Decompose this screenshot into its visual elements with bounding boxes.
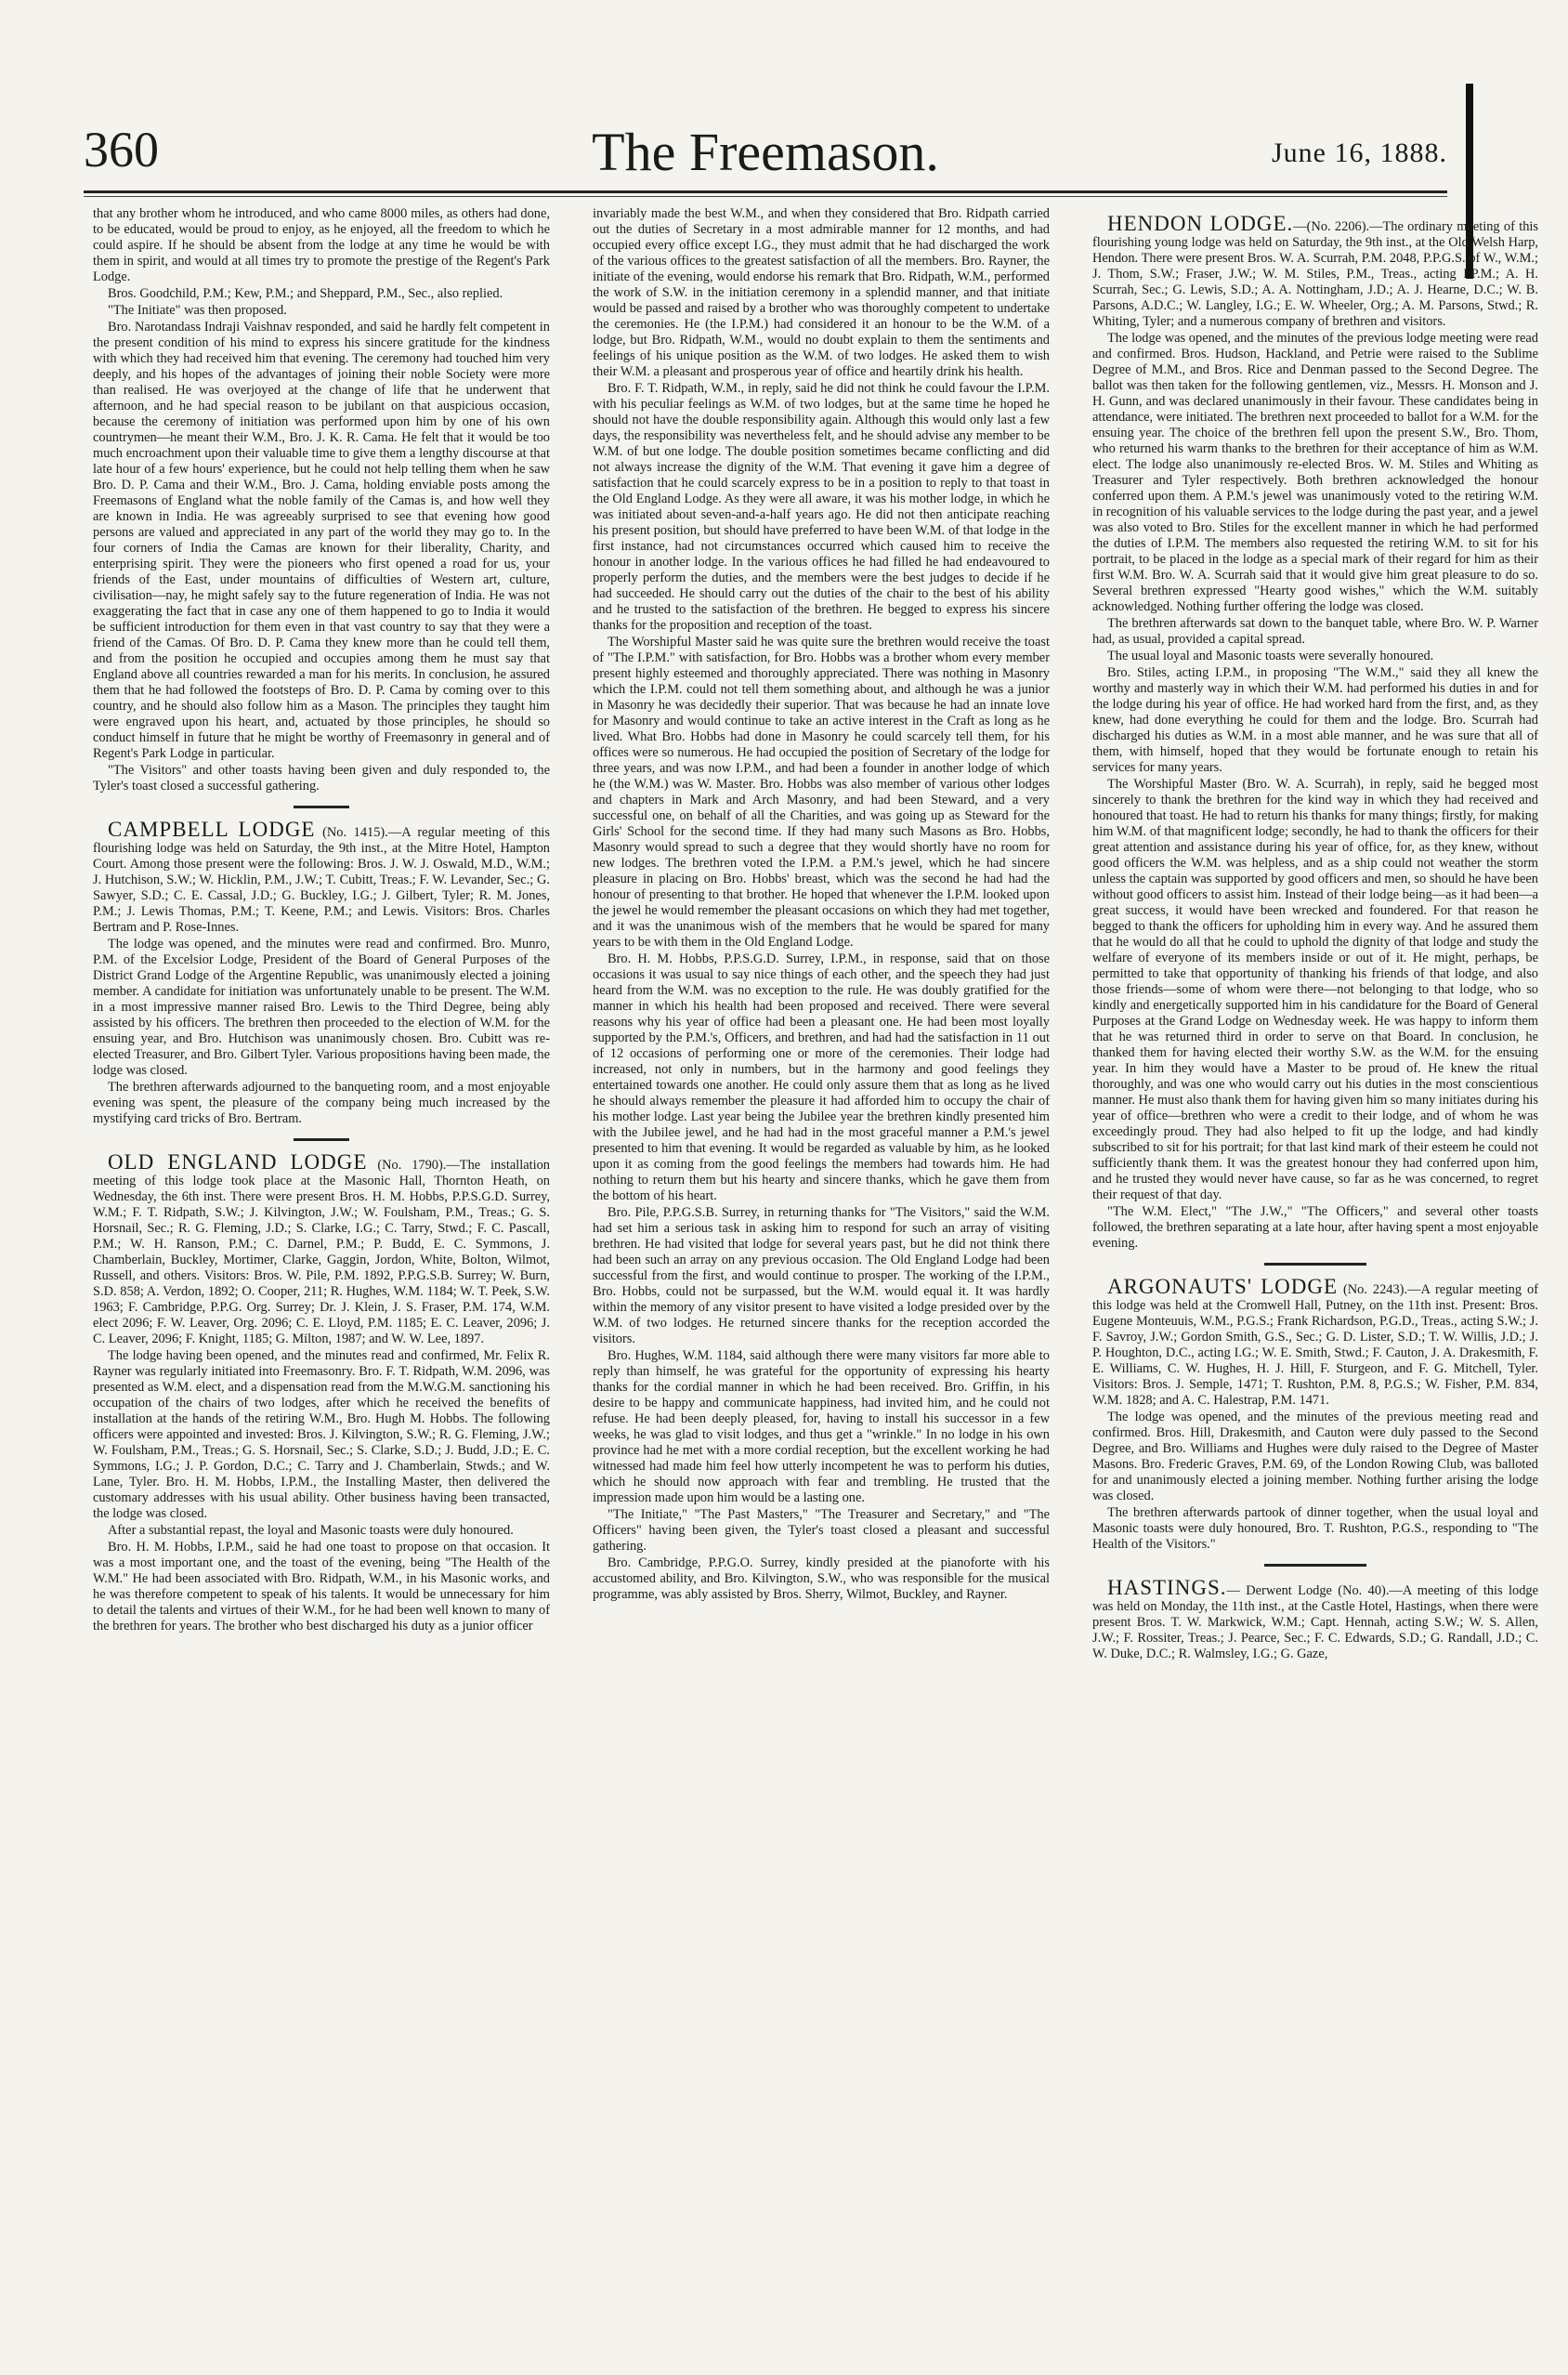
paragraph: The lodge was opened, and the minutes of the previous lodge meeting were read and confirmed. Bros. Hudson, Hackland, and Petrie were raised to the Sublime Degree of M.M., and Bros. Rice and Denman passed to the Second Degree. The ballot was then taken for the following gentlemen, viz., Messrs. H. Monson and J. H. Gunn, and was declared unanimously in their favour. These candidates being in attendance, were initiated. The brethren next proceeded to ballot for a W.M. for the ensuing year. The choice of the brethren fell upon the present S.W., Bro. Thom, who returned his warm thanks to the brethren for their acceptance of him as W.M. elect. The lodge also unanimously re-elected Bros. W. M. Stiles and Whiting as Treasurer and Tyler respectively. Both brethren acknowledged the honour conferred upon them. A P.M.'s jewel was unanimously voted to the retiring W.M. in recognition of his valuable services to the lodge during the past year, and a jewel was also voted to Bro. Stiles for the excellent manner in which he had performed the duties of I.P.M. The members also requested the retiring W.M. to sit for his portrait, to be placed in the lodge as a special mark of their regard for him as their first W.M. Bro. W. A. Scurrah said that it would give him great pleasure to do so. Several brethren expressed "Hearty good wishes," which the W.M. suitably acknowledged. Nothing further offering the lodge was closed.: [1092, 331, 1538, 614]
paragraph: Bros. Goodchild, P.M.; Kew, P.M.; and Sheppard, P.M., Sec., also replied.: [108, 286, 503, 301]
section-heading: OLD ENGLAND LODGE: [108, 1150, 368, 1174]
paragraph: Bro. Stiles, acting I.P.M., in proposing "The W.M.," said they all knew the worthy and masterly way in which their W.M. had performed his duties in and for the lodge during his year of office. He had worked hard from the first, and, as they knew, had done everything he could for them and the lodge. Bro. Scurrah had discharged his duties as W.M. in a most able manner, and he was sure that all of them, with himself, hoped that they would be fortunate enough to retain his services for many years.: [1092, 665, 1538, 775]
section-heading: HASTINGS.: [1107, 1576, 1227, 1599]
section-heading: HENDON LODGE.: [1107, 212, 1294, 235]
hastings-derwent-lodge-report: [1092, 1576, 1538, 1662]
lodge-number: (No. 1415).: [322, 825, 388, 840]
section-rule: [294, 806, 349, 808]
paragraph: —The installation meeting of this lodge took place at the Masonic Hall, Thornton Heath, on Wednesday, the 6th inst. There were present Bros. H. M. Hobbs, P.P.S.G.D. Surrey, W.M.; F. T. Ridpath, S.W.; J. Kilvington, J.W.; W. Foulsham, P.M., Treas.; G. S. Horsnail, Sec.; R. G. Fleming, J.D.; S. Clarke, I.G.; C. Tarry, Stwd.; F. C. Pascall, P.M.; W. H. Ranson, P.M.; C. Darnel, P.M.; P. Budd, E. C. Symmons, J. Chamberlain, Buckley, Mortimer, Clarke, Gaggin, Jordon, White, Bolton, Wilmot, Russell, and others. Visitors: Bros. W. Pile, P.M. 1892, P.P.G.S.B. Surrey; W. Burn, S.D. 858; A. Verdon, 1892; O. Cooper, 211; R. Hughes, W.M. 1184; W. T. Peek, S.W. 1963; F. Cambridge, P.P.G. Org. Surrey; Dr. J. Klein, J. S. Fraser, P.M. 174, W.M. elect 2096; F. W. Leaver, Org. 2096; C. E. Lloyd, P.M. 1185; E. C. Leaver, 2096; J. C. Leaver, 2096; F. Knight, 1185; G. Milton, 1987; and W. W. Lee, 1897.: [93, 1158, 550, 1346]
newspaper-title: The Freemason.: [592, 122, 939, 182]
paragraph: The lodge was opened, and the minutes were read and confirmed. Bro. Munro, P.M. of the Excelsior Lodge, President of the Board of General Purposes of the District Grand Lodge of the Argentine Republic, was unanimously elected a joining member. A candidate for initiation was unfortunately unable to be present. The W.M. in a most impressive manner raised Bro. Lewis to the Third Degree, being ably assisted by his officers. The brethren then proceeded to the election of W.M. for the ensuing year, and Bro. Hutchison was unanimously chosen. Bro. Cubitt was re-elected Treasurer, and Bro. Gilbert Tyler. Various propositions having been made, the lodge was closed.: [93, 937, 550, 1078]
paragraph: "The Initiate" was then proposed.: [108, 303, 287, 318]
lodge-number: (No. 1790).: [377, 1158, 447, 1173]
column-3: [1092, 206, 1538, 1663]
old-england-lodge-report: [93, 1150, 550, 1634]
lodge-number: —(No. 2206).: [1293, 219, 1370, 234]
section-rule: [1264, 1564, 1366, 1567]
header-rule-thin: [84, 196, 1447, 197]
paragraph: Bro. H. M. Hobbs, P.P.S.G.D. Surrey, I.P.M., in response, said that on those occasions it was usual to say nice things of each other, and the speech they had just heard from the W.M. was no exception to the rule. He was doubly gratified for the manner in which his health had been proposed and received. There were several reasons why his year of office had been a pleasant one. He had been most loyally supported by the P.M.'s, Officers, and brethren, and had had the satisfaction in 11 out of 12 occasions of performing one or more of the ceremonies. Their lodge had increased, not only in numbers, but in the harmony and good feelings they entertained towards one another. He could only assure them that as long as he lived he should always remember the pleasure it had afforded him to occupy the chair of his mother lodge. Last year being the Jubilee year the brethren kindly presented him with the Jubilee jewel, and he had had in the most graceful manner a P.M.'s jewel presented to him that evening. It would be regarded as valuable by him, as he looked upon it as coming from the good feelings the members had towards him. He had nothing to return them but his hearty and sincere thanks, which he gave them from the bottom of his heart.: [593, 951, 1050, 1203]
paragraph: The Worshipful Master (Bro. W. A. Scurrah), in reply, said he begged most sincerely to thank the brethren for the kind way in which they had received and honoured that toast. He had to return his thanks for many things; firstly, for making him W.M. of that magnificent lodge; secondly, he had to thank the officers for their great attention and assistance during his year of office, for, as they knew, without good officers the W.M. was helpless, and as a ship could not weather the storm unless the captain was supported by good officers and men, so should he have been without good officers to assist him. Instead of their lodge being—as it had been—a great success, it would have been wrecked and foundered. For that reason he begged to thank the officers for upholding him in every way. And he assured them that he would do all that he could to uphold the dignity of that lodge and study the welfare of everyone of its members inside or out of it. He might, perhaps, be permitted to take that opportunity of thanking his friends of that lodge, and also those friends—some of whom were there—not belonging to that lodge, who so kindly and energetically supported him in his candidature for the Board of General Purposes at the Grand Lodge on Wednesday week. He was happy to inform them that he was returned third in order to serve on that Board. In conclusion, he thanked them for having elected their worthy S.W. as the W.M. for the ensuing year. In him they would have a Master to be proud of. He knew the ritual thoroughly, and was one who would carry out his duties in the most conscientious manner. He must also thank them for having given him so many initiates during his year of office—brethren who were a credit to their lodge, and of whom he was exceedingly proud. They had also helped to fit up the lodge, and had kindly subscribed to sit for his portrait; for that last kind mark of their esteem he could not sufficiently thank them. It was the greatest honour they had conferred upon him, and he trusted they would never have cause, so far as he was concerned, to regret their request of that day.: [1092, 777, 1539, 1202]
hendon-lodge-report: [1092, 212, 1539, 1252]
section-heading: CAMPBELL LODGE: [108, 818, 316, 841]
paragraph: The brethren afterwards sat down to the banquet table, where Bro. W. P. Warner had, as usual, provided a capital spread.: [1092, 616, 1538, 647]
paragraph: The brethren afterwards adjourned to the banqueting room, and a most enjoyable evening was spent, the pleasure of the company being much increased by the mystifying card tricks of Bro. Bertram.: [93, 1080, 550, 1126]
paragraph: "The Visitors" and other toasts having been given and duly responded to, the Tyler's toast closed a successful gathering.: [93, 763, 550, 794]
paragraph: Bro. H. M. Hobbs, I.P.M., said he had one toast to propose on that occasion. It was a most important one, and the toast of the evening, being "The Health of the W.M." He had been associated with Bro. Ridpath, W.M., in his Masonic works, and he was therefore competent to speak of his talents. It would be unnecessary for him to detail the talents and virtues of their W.M., for he had been well known to many of the brethren for years. The brother who best discharged his duty as a junior officer: [93, 1540, 550, 1634]
paragraph: The brethren afterwards partook of dinner together, when the usual loyal and Masonic toasts were duly honoured, Bro. T. Rushton, P.G.S., responding to "The Health of the Visitors.": [1092, 1505, 1538, 1552]
column-2: [593, 206, 1050, 1604]
column-1: [93, 206, 550, 1635]
section-heading: ARGONAUTS' LODGE: [1107, 1275, 1339, 1298]
paragraph: After a substantial repast, the loyal and Masonic toasts were duly honoured.: [108, 1523, 514, 1538]
paragraph: The usual loyal and Masonic toasts were severally honoured.: [1107, 649, 1434, 663]
paragraph: The lodge was opened, and the minutes of the previous meeting read and confirmed. Bros. Hill, Drakesmith, and Cauton were duly passed to the Second Degree, and Bro. Williams and Hughes were duly raised to the Degree of Master Masons. Bro. Frederic Graves, P.M. 69, of the London Rowing Club, was balloted for and unanimously elected a joining member. Nothing further arising the lodge was closed.: [1092, 1410, 1538, 1503]
paragraph: The lodge having been opened, and the minutes read and confirmed, Mr. Felix R. Rayner was regularly initiated into Freemasonry. Bro. F. T. Ridpath, W.M. 2096, was presented as W.M. elect, and a dispensation read from the M.W.G.M. sanctioning his occupation of the chairs of two lodges, after which he received the benefits of installation at the hands of the retiring W.M., Bro. Hugh M. Hobbs. The following officers were appointed and invested: Bros. J. Kilvington, S.W.; R. G. Fleming, J.W.; W. Foulsham, P.M., Treas.; G. S. Horsnail, Sec.; S. Clarke, S.D.; J. Budd, J.D.; E. C. Symmons, I.G.; J. P. Gordon, D.C.; C. Tarry and J. Chamberlain, Stwds.; and W. Lane, Tyler. Bro. H. M. Hobbs, I.P.M., the Installing Master, then delivered the customary addresses with his usual ability. Other business having been transacted, the lodge was closed.: [93, 1348, 550, 1521]
argonauts-lodge-report: [1092, 1275, 1538, 1553]
paragraph: Bro. Pile, P.P.G.S.B. Surrey, in returning thanks for "The Visitors," said the W.M. had set him a serious task in asking him to respond for such an array of visiting brethren. He had visited that lodge for several years past, but he did not think there had been such an array on any previous occasion. The Old England Lodge had been successful from the first, and would continue to prosper. The working of the I.P.M., Bro. Hobbs, could not be surpassed, but the W.M. would equal it. It was hardly within the memory of any visitor present to have visited a lodge presided over by the W.M. of two lodges. He returned sincere thanks for the reception accorded the visitors.: [593, 1205, 1050, 1346]
paragraph: that any brother whom he introduced, and who came 8000 miles, as others had done, to be educated, would be proud to enjoy, as he enjoyed, all the freedom to which he could aspire. If he should be absent from the lodge at any time he would be with them in spirit, and would at all times try to promote the prestige of the Regent's Park Lodge.: [93, 206, 550, 284]
issue-date: June 16, 1888.: [1272, 138, 1447, 168]
paragraph: "The W.M. Elect," "The J.W.," "The Officers," and several other toasts followed, the brethren separating at a late hour, after having spent a most enjoyable evening.: [1092, 1204, 1538, 1251]
lodge-subheading: — Derwent Lodge (No. 40).: [1226, 1583, 1390, 1598]
page-number: 360: [84, 122, 159, 177]
paragraph: Bro. Narotandass Indraji Vaishnav responded, and said he hardly felt competent in the present condition of his mind to express his sincere gratitude for the kindness with which they had received him that evening. The ceremony had touched him very deeply, and his hopes of the advantages of joining their noble Society were more than realised. He was overjoyed at the change of life that he underwent that afternoon, and he had special reason to be jubilant on that auspicious occasion, because the ceremony of initiation was performed upon him by one of his own countrymen—he meant their W.M., Bro. J. K. R. Cama. He felt that it would be too much encroachment upon their valuable time to give them a lengthy discourse at that late hour of a few hours' experience, but he could not help telling them when he saw Bro. D. P. Cama and their W.M., Bro. J. Cama, holding enviable posts among the Freemasons of England what the noble family of the Camas is, and how well they are known in India. He was agreeably surprised to see that evening how good persons are valued and appreciated in any part of the world they may go to. In the four corners of India the Camas are known for their liberality, Charity, and enterprising spirit. They were the pioneers who first opened a road for us, your friends of the East, under mountains of difficulties of Western art, culture, civilisation—nay, he might safely say to the future regeneration of India. He was not exaggerating the fact that in case any one of them happened to go to India it would be sufficient introduction for them even in that vast country to say that they were a friend of the Camas. Of Bro. D. P. Cama they knew more than he could tell them, and from the position he occupied and occupies among them he must say that England above all countries rewarded a man for his merits. In conclusion, he assured them that he had followed the footsteps of Bro. D. P. Cama by coming over to this country, and he should also follow him as a Mason. The principles they taught him were engraved upon his heart, and, actuated by those principles, he should so conduct himself in future that he might be worthy of Freemasonry in general and of Regent's Park Lodge in particular.: [93, 320, 550, 761]
paragraph: The Worshipful Master said he was quite sure the brethren would receive the toast of "The I.P.M." with satisfaction, for Bro. Hobbs was a brother whom every member present highly esteemed and thoroughly appreciated. There was nothing in Masonry which the I.P.M. could not tell them something about, and although he was a junior in Masonry he was decidedly their superior. That was because he had an innate love for Masonry and would continue to take an active interest in the Craft as long as he lived. What Bro. Hobbs had done in Masonry he could scarcely tell them, for his offices were so numerous. He had occupied the position of Secretary of the lodge for three years, and was now I.P.M., and had been a founder in another lodge of which he (the W.M.) was W. Master. Bro. Hobbs was also member of various other lodges and chapters in Mark and Arch Masonry, and had been Steward, and a very successful one, on behalf of all the Charities, and was going up as Steward for the Girls' School for the second time. If they had many such Masons as Bro. Hobbs, Masonry would spread to such a degree that they would shortly have no room for new lodges. The brethren voted the I.P.M. a P.M.'s jewel, which he had sincere pleasure in placing on Bro. Hobbs' breast, which was the second he had had the honour of presenting to that brother. He hoped that whenever the I.P.M. looked upon the jewel he would remember the pleasant occasions on which they had met together, and it was the unanimous wish of the members that he would be spared for many years to be with them in the Old England Lodge.: [593, 635, 1050, 950]
paragraph: —A regular meeting of this lodge was held at the Cromwell Hall, Putney, on the 11th inst. Present: Bros. Eugene Monteuuis, W.M., P.G.S.; Frank Richardson, P.G.D., Treas., acting S.W.; J. F. Savroy, J.W.; Gordon Smith, G.S., Sec.; G. D. Lister, S.D.; T. W. Willis, J.D.; J. P. Houghton, D.C., acting I.G.; W. E. Smith, Stwd.; F. Cauton, J. A. Drakesmith, F. E. Williams, C. W. Hughes, H. J. Hill, F. Sturgeon, and F. G. Mitchell, Tyler. Visitors: Bros. J. Semple, 1471; T. Rushton, P.M. 8, P.G.S.; W. Fisher, P.M. 834, W.M. 1828; and A. C. Halestrap, P.M. 1471.: [1092, 1282, 1538, 1408]
paragraph: Bro. Cambridge, P.P.G.O. Surrey, kindly presided at the pianoforte with his accustomed ability, and Bro. Kilvington, S.W., who was responsible for the musical programme, was ably assisted by Bros. Sherry, Wilmot, Buckley, and Rayner.: [593, 1555, 1050, 1602]
section-rule: [1264, 1263, 1366, 1266]
section-rule: [294, 1138, 349, 1141]
paragraph: Bro. F. T. Ridpath, W.M., in reply, said he did not think he could favour the I.P.M. with his peculiar feelings as W.M. of two lodges, but at the same time he hoped he should not have the double responsibility again. Although this would only last a few days, the responsibility was nevertheless felt, and he should advise any member to be W.M. of but one lodge. The double position sometimes became conflicting and did not always increase the dignity of the W.M. That evening it gave him a degree of satisfaction that he could scarcely express to be in a position to reply to that toast in the Old England Lodge. As they were all aware, it was his mother lodge, in which he was initiated about seven-and-a-half years ago. He did not then anticipate reaching his present position, but should have preferred to have been W.M. of that lodge in the first instance, had not circumstances occurred which caused him to receive the honour in another lodge. In the various offices he had filled he had endeavoured to properly perform the duties, and the members were the best judges to decide if he had succeeded. He should carry out the duties of the chair to the best of his ability and he trusted to the satisfaction of the brethren. He begged to express his sincere thanks for the proposition and reception of the toast.: [593, 381, 1050, 633]
paragraph: —The ordinary meeting of this flourishing young lodge was held on Saturday, the 9th inst., at the Old Welsh Harp, Hendon. There were present Bros. W. A. Scurrah, P.M. 2048, P.P.G.S. of W., W.M.; J. Thom, S.W.; Fraser, J.W.; W. M. Stiles, P.M., Treas., acting I.P.M.; A. H. Scurrah, Sec.; G. Lewis, S.D.; A. A. Nottingham, J.D.; A. J. Hearne, D.C.; W. B. Parsons, A.D.C.; W. Langley, I.G.; E. W. Wheeler, Org.; A. M. Parsons, Stwd.; R. Whiting, Tyler; and a numerous company of brethren and visitors.: [1092, 219, 1539, 329]
paragraph: invariably made the best W.M., and when they considered that Bro. Ridpath carried out the duties of Secretary in a most admirable manner for 12 months, and had occupied every office except I.G., they must admit that he had discharged the work of the various offices to the greatest satisfaction of all the members. Bro. Rayner, the initiate of the evening, would endorse his remark that Bro. Ridpath, W.M., performed the work of S.W. in the initiation ceremony in a splendid manner, and that initiate would be passed and raised by a brother who was thoroughly competent to undertake the ceremonies. He (the I.P.M.) had considered it an honour to be the W.M. of a lodge, but Bro. Ridpath, W.M., would no doubt explain to them the sentiments and feelings of his unique position as the W.M. of two lodges. He asked them to wish their W.M. a pleasant and prosperous year of office and heartily drink his health.: [593, 206, 1050, 379]
paragraph: —A regular meeting of this flourishing lodge was held on Saturday, the 9th inst., at the Mitre Hotel, Hampton Court. Among those present were the following: Bros. J. W. J. Oswald, M.D., W.M.; J. Hutchison, S.W.; W. Hicklin, P.M., J.W.; T. Cubitt, Treas.; F. W. Levander, Sec.; G. Sawyer, S.D.; C. E. Cassal, J.D.; G. Buckley, I.G.; J. Gilbert, Tyler; R. M. Jones, P.M.; J. Lewis Thomas, P.M.; T. Keene, P.M.; and Lewis. Visitors: Bros. Charles Bertram and P. Rose-Innes.: [93, 825, 550, 935]
paragraph: "The Initiate," "The Past Masters," "The Treasurer and Secretary," and "The Officers" having been given, the Tyler's toast closed a pleasant and successful gathering.: [593, 1507, 1050, 1554]
campbell-lodge-report: [93, 818, 550, 1127]
paragraph: —A meeting of this lodge was held on Monday, the 11th inst., at the Castle Hotel, Hastings, when there were present Bros. T. W. Markwick, W.M.; Capt. Hennah, acting S.W.; W. S. Allen, J.W.; F. Rossiter, Treas.; J. Pearce, Sec.; F. C. Edwards, S.D.; G. Randall, J.D.; C. W. Duke, D.C.; R. Walmsley, I.G.; G. Gaze,: [1092, 1583, 1538, 1661]
page-header: [84, 121, 1447, 186]
header-rule: [84, 190, 1447, 193]
paragraph: Bro. Hughes, W.M. 1184, said although there were many visitors far more able to reply than himself, he was grateful for the opportunity of expressing his hearty thanks for the cordial manner in which he had been received. Bro. Griffin, in his desire to be happy and communicate happiness, had invited him, and he could not refuse. He had been deeply pleased, for, having to install his successor in a few weeks, he was glad to visit lodges, and thus get a "wrinkle." In no lodge in his own province had he met with a more cordial reception, but the excellent working he had witnessed had made him feel how utterly incompetent he was to perform his duties, which he should now approach with fear and trembling. He trusted that the impression made upon him would be a lasting one.: [593, 1348, 1050, 1505]
lodge-number: (No. 2243).: [1342, 1282, 1408, 1297]
